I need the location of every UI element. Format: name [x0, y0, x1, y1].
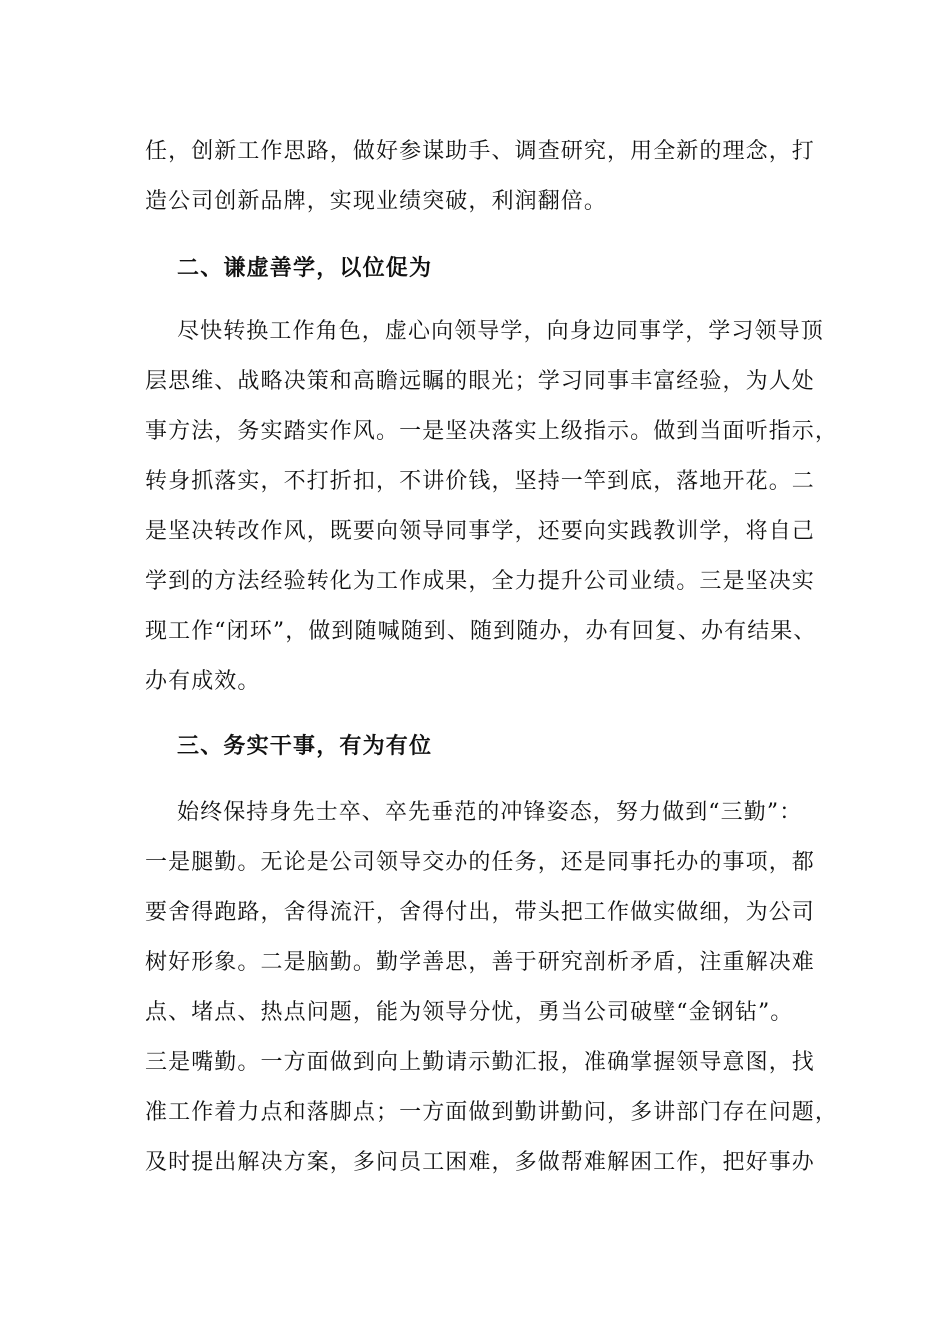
paragraph-line: 要舍得跑路，舍得流汗，舍得付出，带头把工作做实做细，为公司: [145, 900, 815, 925]
paragraph-line: 现工作“闭环”，做到随喊随到、随到随办，办有回复、办有结果、: [145, 619, 817, 644]
paragraph-line: 及时提出解决方案，多问员工困难，多做帮难解困工作，把好事办: [145, 1150, 815, 1175]
paragraph-line: 点、堵点、热点问题，能为领导分忧，勇当公司破壁“金钢钻”。: [145, 1000, 794, 1025]
paragraph-line: 办有成效。: [145, 669, 261, 694]
paragraph-line: 准工作着力点和落脚点；一方面做到勤讲勤问，多讲部门存在问题，: [145, 1100, 839, 1125]
paragraph-line: 转身抓落实，不打折扣，不讲价钱，坚持一竿到底，落地开花。二: [145, 469, 815, 494]
paragraph-line: 树好形象。二是脑勤。勤学善思，善于研究剖析矛盾，注重解决难: [145, 950, 815, 975]
section-heading-2: 二、谦虚善学，以位促为: [177, 255, 433, 281]
section-heading-3: 三、务实干事，有为有位: [177, 733, 433, 759]
paragraph-line: 三是嘴勤。一方面做到向上勤请示勤汇报，准确掌握领导意图，找: [145, 1050, 815, 1075]
paragraph-line: 一是腿勤。无论是公司领导交办的任务，还是同事托办的事项，都: [145, 850, 815, 875]
paragraph-line: 事方法，务实踏实作风。一是坚决落实上级指示。做到当面听指示，: [145, 419, 839, 444]
paragraph-line: 是坚决转改作风，既要向领导同事学，还要向实践教训学，将自己: [145, 519, 815, 544]
paragraph-line: 造公司创新品牌，实现业绩突破，利润翻倍。: [145, 189, 608, 214]
paragraph-line: 学到的方法经验转化为工作成果，全力提升公司业绩。三是坚决实: [145, 569, 815, 594]
paragraph-line: 任，创新工作思路，做好参谋助手、调查研究，用全新的理念，打: [145, 139, 815, 164]
paragraph-line: 始终保持身先士卒、卒先垂范的冲锋姿态，努力做到“三勤”：: [177, 800, 803, 825]
paragraph-line: 层思维、战略决策和高瞻远瞩的眼光；学习同事丰富经验，为人处: [145, 369, 815, 394]
paragraph-line: 尽快转换工作角色，虚心向领导学，向身边同事学，学习领导顶: [177, 319, 824, 344]
